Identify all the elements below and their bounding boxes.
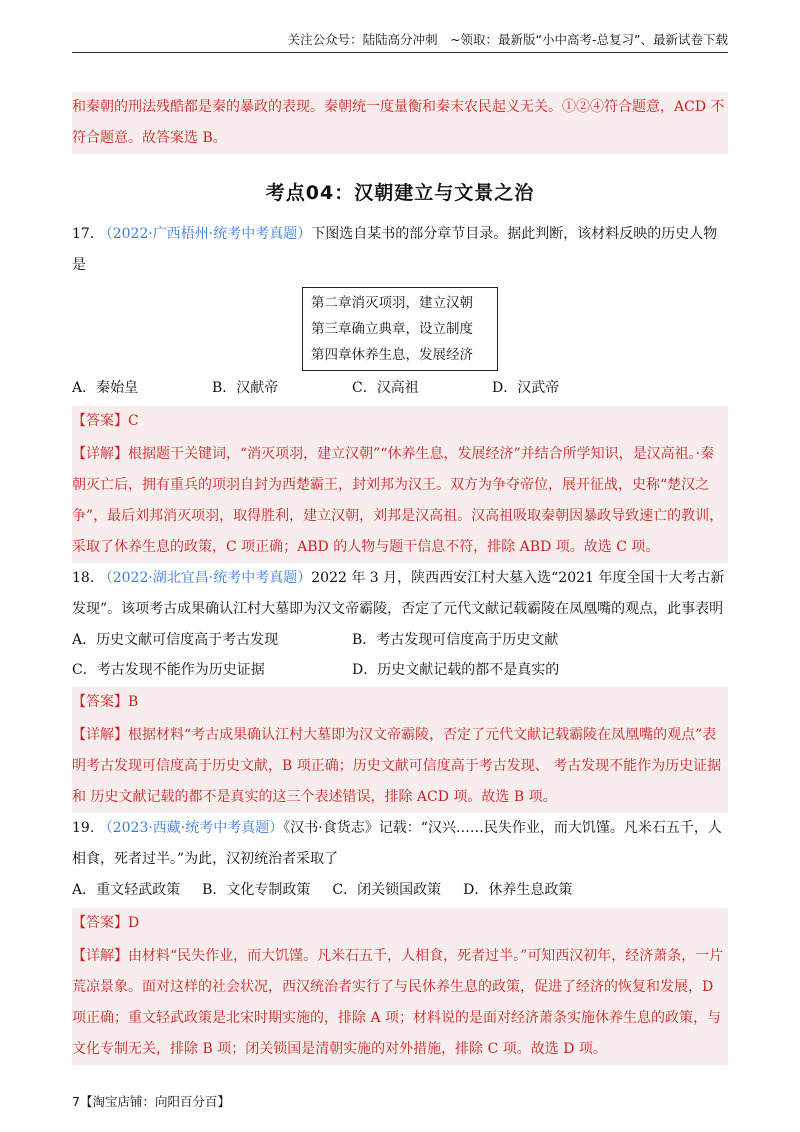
option-d: D．汉武帝 (492, 380, 560, 396)
option-d: D．历史文献记载的都不是真实的 (352, 662, 560, 678)
option-b: B．考古发现可信度高于历史文献 (352, 632, 559, 648)
page-footer (72, 1092, 230, 1110)
question-number: 18. (72, 570, 95, 586)
page-content (72, 92, 728, 1065)
toc-line: 第三章确立典章，设立制度 (311, 321, 473, 337)
option-a: A．秦始皇 (72, 380, 139, 396)
options-row (72, 655, 728, 685)
toc-line: 第四章休养生息，发展经济 (311, 347, 473, 363)
page-header (72, 30, 728, 53)
answer-label: 【答案】B (72, 694, 139, 710)
option-d: D．休养生息政策 (463, 882, 573, 898)
question-source: （2022·湖北宜昌·统考中考真题） (98, 570, 312, 586)
question-text: 2022 年 3 月，陕西西安江村大墓入选“2021 年度全国十大考古新发现”。该项考古成果确认江村大墓即为汉文帝霸陵，否定了元代文献记载霸陵在凤凰嘴的观点，此事表明 (72, 570, 725, 617)
previous-answer-tail: 和秦朝的刑法残酷都是秦的暴政的表现。秦朝统一度量衡和秦末农民起义无关。①②④符合题意，ACD 不符合题意。故答案选 B。 (72, 92, 728, 154)
question-stem (72, 813, 728, 875)
options-row (72, 875, 728, 906)
answer-block (72, 908, 728, 1065)
option-a: A．重文轻武政策 (72, 882, 181, 898)
question-source: （2023·西藏·统考中考真题） (98, 820, 284, 836)
footer-text: 7【淘宝店铺：向阳百分百】 (72, 1094, 230, 1109)
answer-label: 【答案】D (72, 915, 140, 931)
question-18 (72, 563, 728, 813)
answer-block (72, 406, 728, 563)
option-c: C．汉高祖 (352, 380, 419, 396)
question-stem (72, 563, 728, 625)
question-text: 下图选自某书的部分章节目录。据此判断，该材料反映的历史人物是 (72, 226, 718, 273)
question-stem (72, 219, 728, 281)
question-text: 《汉书·食货志》记载：“汉兴……民失作业，而大饥馑。凡米石五千，人相食，死者过半。”为此，汉初统治者采取了 (72, 820, 722, 867)
question-source: （2022·广西梧州·统考中考真题） (98, 226, 312, 242)
option-a: A．历史文献可信度高于考古发现 (72, 632, 279, 648)
answer-block (72, 687, 728, 813)
section-title: 考点04：汉朝建立与文景之治 (265, 182, 535, 204)
option-b: B．文化专制政策 (202, 882, 311, 898)
question-19 (72, 813, 728, 1065)
answer-detail: 【详解】由材料“民失作业，而大饥馑。凡米石五千，人相食，死者过半。”可知西汉初年，经济萧条，一片荒凉景象。面对这样的社会状况，西汉统治者实行了与民休养生息的政策，促进了经济的恢复和发展，D 项正确；重文轻武政策是北宋时期实施的，排除 A 项；材料说的是面对经济萧条实施休养生息的政策，与文化专制无关，排除 B 项；闭关锁国是清朝实施的对外措施，排除 C 项。故选 D 项。 (72, 948, 724, 1057)
options-row (72, 625, 728, 655)
option-c: C．考古发现不能作为历史证据 (72, 662, 265, 678)
option-c: C．闭关锁国政策 (332, 882, 442, 898)
answer-detail: 【详解】根据材料“考古成果确认江村大墓即为汉文帝霸陵，否定了元代文献记载霸陵在凤凰嘴的观点”表明考古发现可信度高于历史文献，B 项正确；历史文献可信度高于考古发现、 考古发现不能作为历史证据和 历史文献记载的都不是真实的这三个表述错误，排除 ACD 项。故选 B 项。 (72, 727, 722, 805)
option-b: B．汉献帝 (212, 380, 279, 396)
toc-line: 第二章消灭项羽，建立汉朝 (311, 295, 473, 311)
header-text: 关注公众号：陆陆高分冲刺 ~领取：最新版“小中高考-总复习”、最新试卷下载 (287, 32, 728, 47)
question-number: 19. (72, 820, 95, 836)
options-row (72, 373, 728, 404)
chapter-toc-box (302, 287, 498, 371)
question-number: 17. (72, 226, 95, 242)
answer-detail: 【详解】根据题干关键词，“消灭项羽，建立汉朝”“休养生息，发展经济”并结合所学知识，是汉高祖。·秦朝灭亡后，拥有重兵的项羽自封为西楚霸王，封刘邦为汉王。双方为争夺帝位，展开征战，史称“楚汉之争”，最后刘邦消灭项羽，取得胜利，建立汉朝，刘邦是汉高祖。汉高祖吸取秦朝因暴政导致速亡的教训，采取了休养生息的政策，C 项正确；ABD 的人物与题干信息不符，排除 ABD 项。故选 C 项。 (72, 446, 724, 555)
question-17 (72, 219, 728, 563)
answer-label: 【答案】C (72, 413, 139, 429)
